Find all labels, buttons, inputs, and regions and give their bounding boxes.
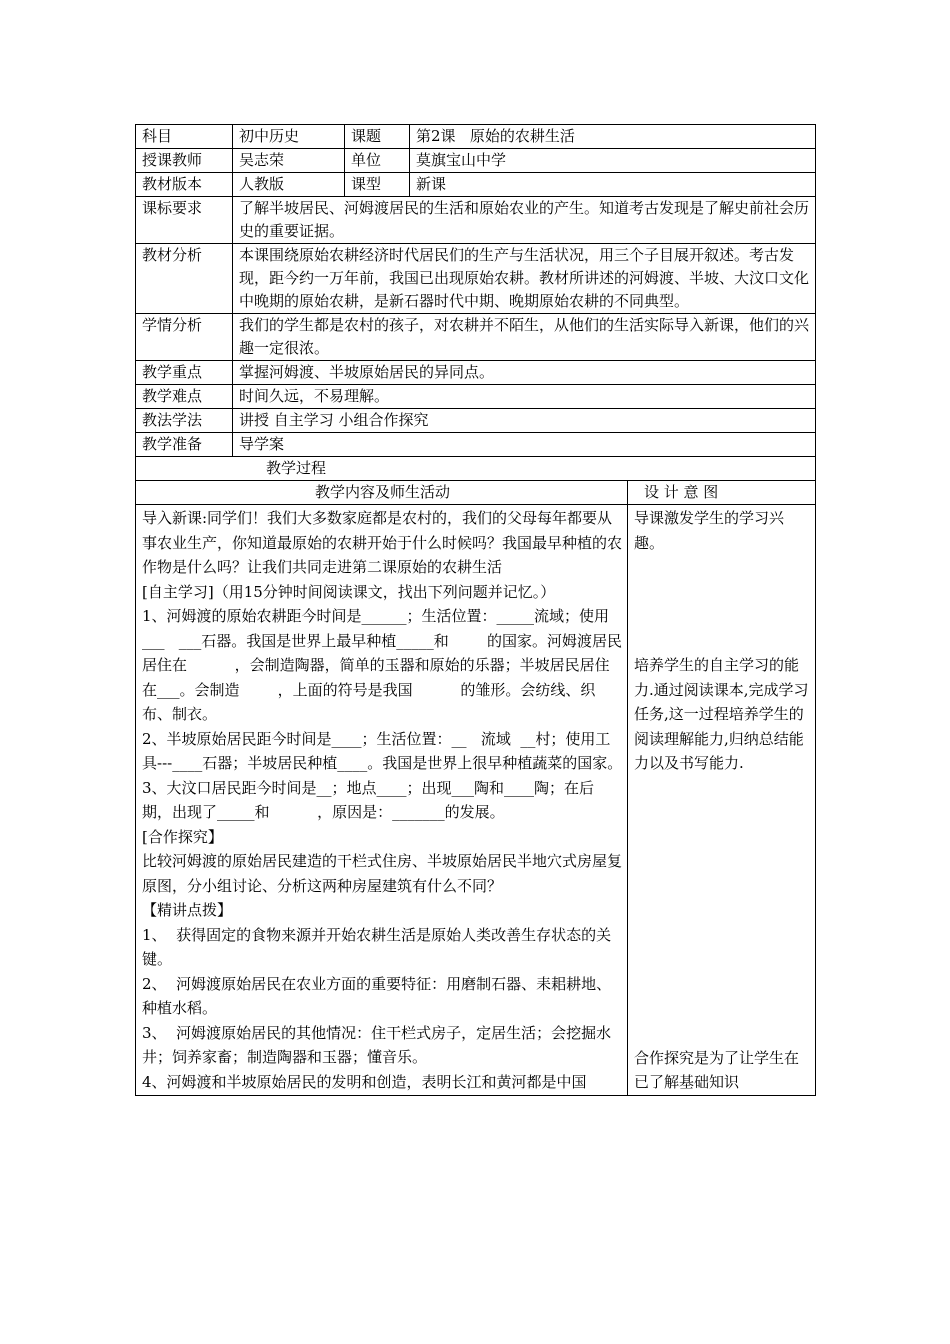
subject-value: 初中历史 — [233, 125, 345, 149]
content-paragraph: 比较河姆渡的原始居民建造的干栏式住房、半坡原始居民半地穴式房屋复原图，分小组讨论、分析这两种房屋建筑有什么不同？ — [142, 852, 623, 895]
subject-row — [136, 125, 816, 149]
spacer — [634, 776, 811, 1046]
edition-row — [136, 173, 816, 197]
info-value: 本课围绕原始农耕经济时代居民们的生产与生活状况，用三个子目展开叙述。考古发现，距今约一万年前，我国已出现原始农耕。教材所讲述的河姆渡、半坡、大汶口文化中晚期的原始农耕，是新石器时代中期、晚期原始农耕的不同典型。 — [233, 244, 816, 314]
info-row-methods — [136, 409, 816, 433]
content-paragraph: 1、河姆渡的原始农耕距今时间是______；生活位置：_____流域；使用___ ___石器。我国是世界上最早种植_____和 的国家。河姆渡居民居住在 ，会制造陶器，简单的玉器和原始的乐器；半坡居民居住在___。会制造 ，上面的符号是我国 的雏形。会纺线、织布、制衣。 — [142, 607, 622, 723]
info-label: 教材分析 — [136, 244, 233, 314]
lesson-label: 课题 — [345, 125, 410, 149]
content-cell — [136, 505, 628, 1096]
content-paragraph: 1、 获得固定的食物来源并开始农耕生活是原始人类改善生存状态的关键。 — [142, 925, 612, 968]
edition-label: 教材版本 — [136, 173, 233, 197]
info-value: 讲授 自主学习 小组合作探究 — [233, 409, 816, 433]
info-label: 学情分析 — [136, 314, 233, 361]
content-paragraph: 导入新课:同学们！我们大多数家庭都是农村的，我们的父母每年都要从事农业生产，你知道最原始的农耕开始于什么时候吗？我国最早种植的农作物是什么吗？让我们共同走进第二课原始的农耕生活 — [142, 509, 623, 576]
design-note: 导课激发学生的学习兴趣。 — [634, 509, 785, 552]
info-row-standard — [136, 197, 816, 244]
edition-value: 人教版 — [233, 173, 345, 197]
content-paragraph: 3、大汶口居民距今时间是__；地点____；出现___陶和____陶；在后期，出现了_____和 ，原因是：_______的发展。 — [142, 778, 595, 821]
design-column-header: 设 计 意 图 — [628, 481, 816, 505]
spacer — [634, 555, 811, 653]
process-header-row — [136, 481, 816, 505]
content-paragraph: [合作探究】 — [142, 827, 223, 846]
info-value: 我们的学生都是农村的孩子，对农耕并不陌生，从他们的生活实际导入新课，他们的兴趣一定很浓。 — [233, 314, 816, 361]
info-row-students — [136, 314, 816, 361]
process-title: 教学过程 — [136, 457, 816, 481]
info-row-textbook — [136, 244, 816, 314]
info-row-focus — [136, 361, 816, 385]
info-label: 教学难点 — [136, 385, 233, 409]
info-label: 教法学法 — [136, 409, 233, 433]
info-value: 导学案 — [233, 433, 816, 457]
unit-value: 莫旗宝山中学 — [410, 149, 816, 173]
info-value: 了解半坡居民、河姆渡居民的生活和原始农业的产生。知道考古发现是了解史前社会历史的重要证据。 — [233, 197, 816, 244]
content-paragraph: 4、河姆渡和半坡原始居民的发明和创造，表明长江和黄河都是中国 — [142, 1072, 587, 1091]
info-label: 教学准备 — [136, 433, 233, 457]
unit-label: 单位 — [345, 149, 410, 173]
design-note: 培养学生的自主学习的能力.通过阅读课本,完成学习任务,这一过程培养学生的阅读理解能力,归纳总结能力以及书写能力. — [634, 656, 809, 772]
content-paragraph: 2、 河姆渡原始居民在农业方面的重要特征：用磨制石器、耒耜耕地、种植水稻。 — [142, 974, 612, 1017]
teacher-label: 授课教师 — [136, 149, 233, 173]
lesson-plan-sheet — [135, 124, 815, 1096]
subject-label: 科目 — [136, 125, 233, 149]
lesson-plan-table — [135, 124, 816, 1096]
info-value: 掌握河姆渡、半坡原始居民的异同点。 — [233, 361, 816, 385]
lesson-value: 第2课 原始的农耕生活 — [410, 125, 816, 149]
content-paragraph: [自主学习]（用15分钟时间阅读课文，找出下列问题并记忆。） — [142, 582, 556, 601]
info-row-preparation — [136, 433, 816, 457]
teacher-row — [136, 149, 816, 173]
process-title-row — [136, 457, 816, 481]
process-body-row — [136, 505, 816, 1096]
content-paragraph: 3、 河姆渡原始居民的其他情况：住干栏式房子，定居生活；会挖掘水井；饲养家畜；制造陶器和玉器；懂音乐。 — [142, 1023, 612, 1066]
info-label: 课标要求 — [136, 197, 233, 244]
design-note: 合作探究是为了让学生在已了解基础知识 — [634, 1048, 800, 1091]
type-value: 新课 — [410, 173, 816, 197]
teacher-value: 吴志荣 — [233, 149, 345, 173]
info-row-difficulty — [136, 385, 816, 409]
info-value: 时间久远，不易理解。 — [233, 385, 816, 409]
content-column-header: 教学内容及师生活动 — [136, 481, 628, 505]
content-paragraph: 2、半坡原始居民距今时间是____；生活位置：__ 流域 __村；使用工具---____石器；半坡居民种植____。我国是世界上很早种植蔬菜的国家。 — [142, 729, 623, 772]
content-paragraph: 【精讲点拨】 — [142, 901, 233, 919]
design-cell — [628, 505, 816, 1096]
info-label: 教学重点 — [136, 361, 233, 385]
type-label: 课型 — [345, 173, 410, 197]
